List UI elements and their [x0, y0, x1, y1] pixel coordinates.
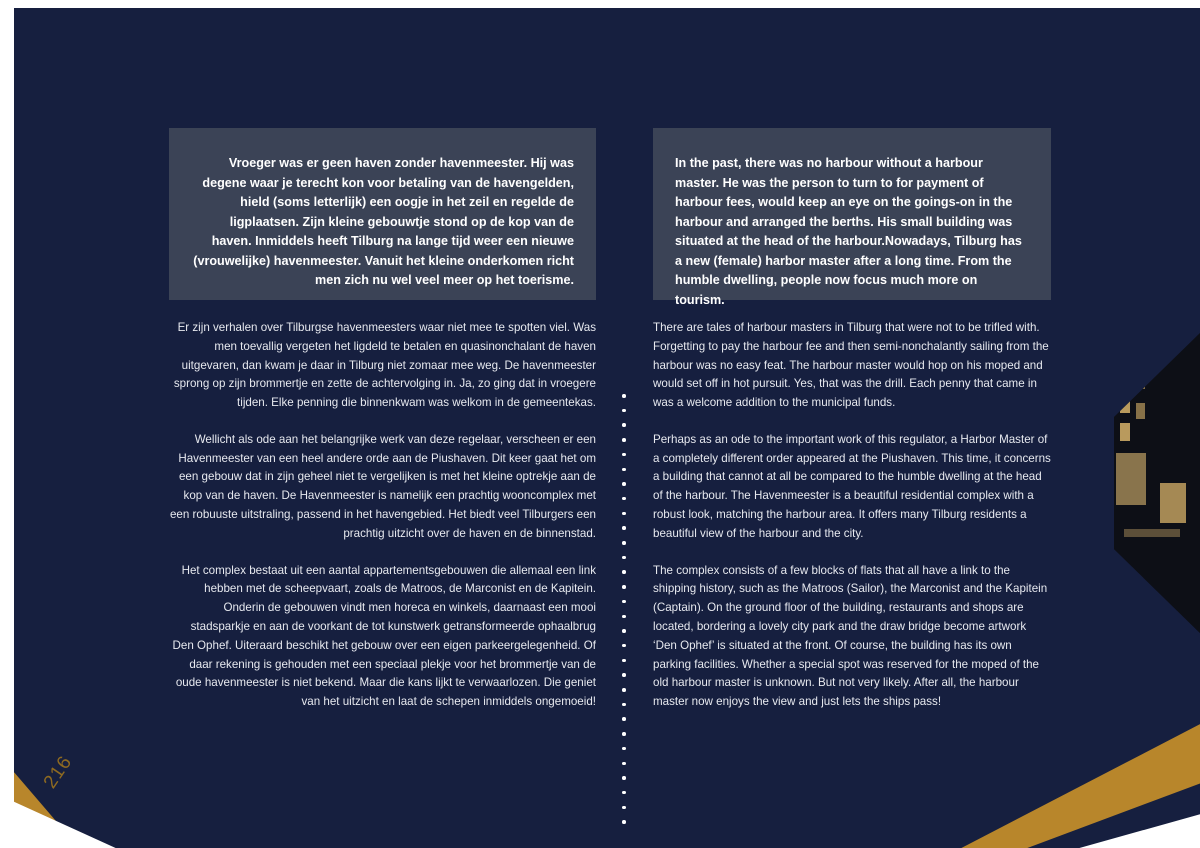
paragraph: The complex consists of a few blocks of flats that all have a link to the shipping history, such as the Matroos (Sailor), the Marconist and the Kapitein (Captain). On the ground floor of the building, restaurants and shops are located, bordering a lovely city park and the draw bridge become artwork ‘Den Ophef’ is situated at the front. Of course, the building has its own parking facilities. Whether a special spot was reserved for the moped of the old harbour master is unknown. But not very likely. After all, the harbour master now enjoys the view and just lets the ships pass!	[653, 563, 1048, 709]
body-text-dutch	[169, 319, 596, 712]
paragraph: Perhaps as an ode to the important work of this regulator, a Harbor Master of a completely different order appeared at the Piushaven. This time, it concerns a building that cannot at all be compared to the humble dwelling at the head of the harbour. The Havenmeester is a beautiful residential complex with a robust look, matching the harbour area. It offers many Tilburg residents a beautiful view of the harbour and the city.	[653, 432, 1051, 540]
paragraph: Er zijn verhalen over Tilburgse havenmeesters waar niet mee te spotten viel. Was men toevallig vergeten het ligdeld te betalen en quasinonchalant de haven uitgevaren, dan kwam je daar in Tilburg niet zomaar mee weg. De havenmeester sprong op zijn brommertje en zette de achtervolging in. Ja, zo ging dat in vroegere tijden. Elke penning die binnenkwam was welkom in de gemeentekas.	[173, 321, 596, 410]
dotted-column-divider	[622, 394, 626, 824]
page-number: 216	[39, 751, 77, 793]
top-margin-strip	[0, 0, 1200, 8]
paragraph: Wellicht als ode aan het belangrijke werk van deze regelaar, verscheen er een Havenmeester van een heel andere orde aan de Piushaven. Dit keer gaat het om een gebouw dat in zijn geheel niet te vergelijken is met het kleine optrekje aan de kop van de haven. De Havenmeester is namelijk een prachtig wooncomplex met een robuuste uitstraling, passend in het havengebied. Het biedt veel Tilburgers een prachtig uitzicht over de haven en de binnenstad.	[169, 432, 596, 540]
paragraph: Het complex bestaat uit een aantal appartementsgebouwen die allemaal een link hebben met de scheepvaart, zoals de Matroos, de Marconist en de Kapitein. Onderin de gebouwen vindt men horeca en winkels, daarnaast een mooi stadsparkje en aan de voorkant de tot kunstwerk getransformeerde ophaalbrug Den Ophef. Uiteraard beschikt het gebouw over een eigen parkeergelegenheid. Of daar rekening is gehouden met een speciaal plekje voor het brommertje van de oude havenmeester is niet bekend. Maar die kans lijkt te verwaarlozen. Die geniet van het uitzicht en laat de schepen inmiddels ongemoeid!	[172, 563, 596, 709]
paragraph: There are tales of harbour masters in Tilburg that were not to be trifled with. Forgetting to pay the harbour fee and then semi-nonchalantly sailing from the harbour was no easy feat. The harbour master would hop on his moped and would set off in hot pursuit. Yes, that was the drill. Each penny that came in was a welcome addition to the municipal funds.	[653, 321, 1049, 410]
body-text-english	[653, 319, 1051, 712]
column-dutch	[169, 128, 596, 730]
column-english	[653, 128, 1053, 730]
left-margin-strip	[0, 0, 14, 848]
harbour-night-photo	[1114, 333, 1200, 633]
lead-paragraph-dutch: Vroeger was er geen haven zonder havenmeester. Hij was degene waar je terecht kon voor betaling van de havengelden, hield (soms letterlijk) een oogje in het zeil en regelde de ligplaatsen. Zijn kleine gebouwtje stond op de kop van de haven. Inmiddels heeft Tilburg na lange tijd weer een nieuwe (vrouwelijke) havenmeester. Vanuit het kleine onderkomen richt men zich nu wel veel meer op het toerisme.	[169, 128, 596, 300]
spread-background	[14, 8, 1200, 848]
lead-paragraph-english: In the past, there was no harbour without a harbour master. He was the person to turn to for payment of harbour fees, would keep an eye on the goings-on in the harbour and arranged the berths. His small building was situated at the head of the harbour.Nowadays, Tilburg has a new (female) harbor master after a long time. From the humble dwelling, people now focus much more on tourism.	[653, 128, 1051, 300]
